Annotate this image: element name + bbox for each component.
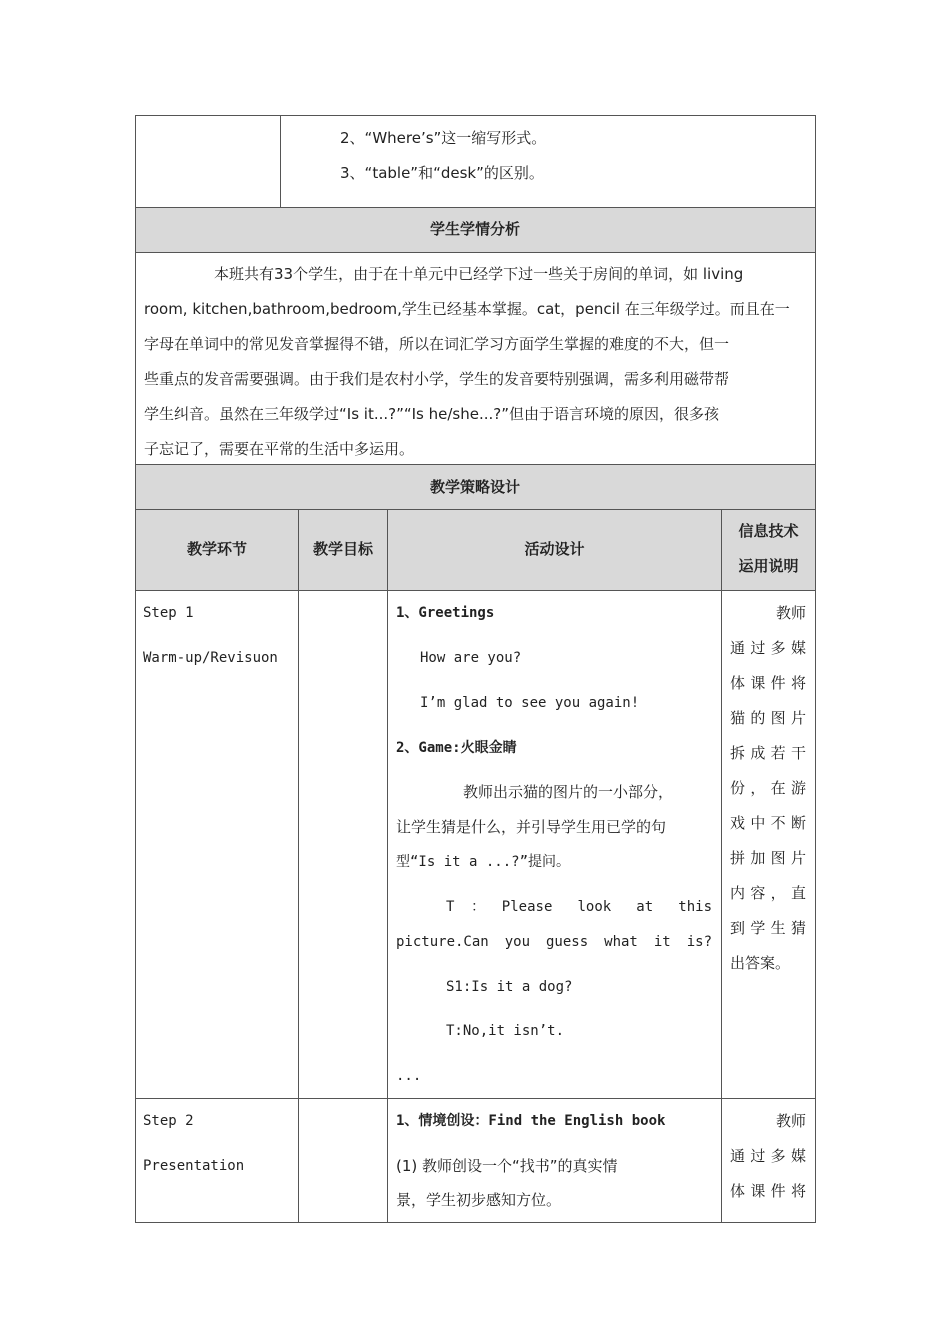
analysis-line: 学生纠音。虽然在三年级学过“Is it...?”“Is he/she...?”但由于语言环境的原因，很多孩 [144,405,720,423]
table-rule [135,207,816,208]
step2-name: Presentation [143,1158,245,1174]
step1-activity: S1:Is it a dog? [446,979,573,995]
step1-tech: 份，在游 [730,779,806,797]
step2-activity: 景，学生初步感知方位。 [396,1191,562,1209]
step1-activity: picture.Can you guess what it is? [396,934,712,950]
column-header-activity: 活动设计 [524,540,585,558]
step2-tech: 通过多媒 [730,1147,806,1165]
step2-tech: 体课件将 [730,1182,806,1200]
step1-activity: How are you? [420,650,522,666]
step1-name: Warm-up/Revisuon [143,650,278,666]
step1-tech: 内容，直 [730,884,806,902]
table-border-top [135,115,816,116]
step1-number: Step 1 [143,605,194,621]
column-header-stage: 教学环节 [186,540,247,558]
difficulty-line-3: 3、“table”和“desk”的区别。 [340,164,544,182]
table-rule [135,509,816,510]
column-header-tech-1: 信息技术 [738,522,799,540]
table-rule [135,590,816,591]
step1-activity: 型“Is it a ...?”提问。 [396,854,571,870]
step1-tech: 猫的图片 [730,709,806,727]
table-border-right [815,115,816,1223]
step2-activity: 1、情境创设：Find the English book [396,1113,666,1129]
column-divider [387,509,388,1223]
step1-tech: 拆成若干 [730,744,806,762]
step1-tech: 教师 [775,604,806,622]
column-header-goal: 教学目标 [312,540,373,558]
analysis-line: room, kitchen,bathroom,bedroom,学生已经基本掌握。cat，pencil 在三年级学过。而且在一 [144,300,790,318]
step1-tech: 到学生猜 [730,919,806,937]
table-border-bottom [135,1222,816,1223]
table-rule [135,252,816,253]
step1-activity: 2、Game:火眼金睛 [396,740,517,756]
step1-activity: T:No,it isn’t. [446,1023,565,1039]
step1-tech: 戏中不断 [730,814,806,832]
top-section-divider [280,115,281,207]
step2-activity: (1) 教师创设一个“找书”的真实情 [396,1157,618,1175]
step1-activity: 教师出示猫的图片的一小部分， [463,783,674,801]
step2-tech: 教师 [775,1112,806,1130]
column-header-tech-2: 运用说明 [738,557,799,575]
step1-tech: 拼加图片 [730,849,806,867]
step1-activity: I’m glad to see you again! [420,695,640,711]
step1-tech: 通过多媒 [730,639,806,657]
step2-number: Step 2 [143,1113,194,1129]
analysis-line: 本班共有33个学生，由于在十单元中已经学下过一些关于房间的单词，如 living [214,265,744,283]
step1-activity: ... [396,1068,422,1084]
step1-activity: 让学生猜是什么，并引导学生用已学的句 [396,818,667,836]
difficulty-line-2: 2、“Where’s”这一缩写形式。 [340,129,547,147]
table-rule [135,1098,816,1099]
step1-activity: T：Please look at this [446,899,712,915]
analysis-header: 学生学情分析 [429,220,520,238]
step1-activity: 1、Greetings [396,605,495,621]
column-divider [298,509,299,1223]
analysis-line: 些重点的发音需要强调。由于我们是农村小学，学生的发音要特别强调，需多利用磁带帮 [144,370,730,388]
step1-tech: 出答案。 [730,954,791,972]
column-divider [721,509,722,1223]
step1-tech: 体课件将 [730,674,806,692]
analysis-line: 子忘记了，需要在平常的生活中多运用。 [144,440,415,458]
table-border-left [135,115,136,1223]
analysis-line: 字母在单词中的常见发音掌握得不错，所以在词汇学习方面学生掌握的难度的不大，但一 [144,335,730,353]
strategy-header: 教学策略设计 [429,478,520,496]
